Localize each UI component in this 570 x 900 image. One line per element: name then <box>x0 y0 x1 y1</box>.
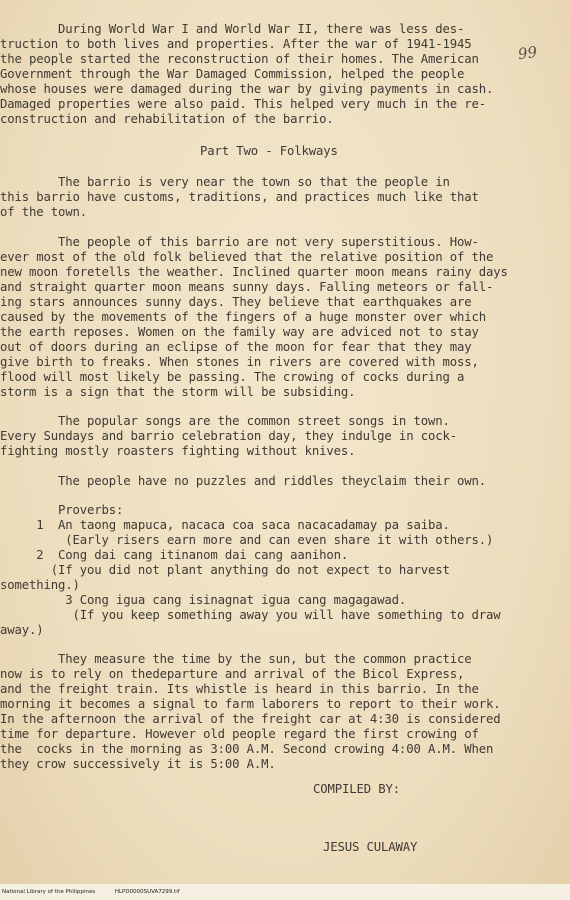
compiled-by-label: COMPILED BY: <box>313 782 401 796</box>
text-line: of the town. <box>0 205 88 219</box>
text-line: In the afternoon the arrival of the freight car at 4:30 is considered <box>0 712 501 726</box>
text-line: The people have no puzzles and riddles theyclaim their own. <box>0 474 486 488</box>
text-line: the earth reposes. Women on the family way are adviced not to stay <box>0 325 479 339</box>
text-line: ever most of the old folk believed that the relative position of the <box>0 250 494 264</box>
text-line: give birth to freaks. When stones in rivers are covered with moss, <box>0 355 479 369</box>
text-line: flood will most likely be passing. The crowing of cocks during a <box>0 370 465 384</box>
text-line: The barrio is very near the town so that the people in <box>0 175 450 189</box>
proverbs-label: Proverbs: <box>0 503 124 517</box>
text-line: They measure the time by the sun, but the common practice <box>0 652 472 666</box>
text-line: morning it becomes a signal to farm laborers to report to their work. <box>0 697 501 711</box>
text-line: they crow successively it is 5:00 A.M. <box>0 757 276 771</box>
text-line: During World War I and World War II, there was less des- <box>0 22 465 36</box>
footer-library-name: National Library of the Philippines <box>2 889 96 895</box>
text-line: and the freight train. Its whistle is heard in this barrio. In the <box>0 682 479 696</box>
text-line: this barrio have customs, traditions, and practices much like that <box>0 190 479 204</box>
text-line: new moon foretells the weather. Inclined quarter moon means rainy days <box>0 265 508 279</box>
proverb-line: (Early risers earn more and can even share it with others.) <box>0 533 494 547</box>
text-line: The people of this barrio are not very superstitious. How- <box>0 235 479 249</box>
text-line: Damaged properties were also paid. This helped very much in the re- <box>0 97 486 111</box>
text-line: truction to both lives and properties. After the war of 1941-1945 <box>0 37 472 51</box>
proverb-line: away.) <box>0 623 44 637</box>
text-line: now is to rely on thedeparture and arrival of the Bicol Express, <box>0 667 465 681</box>
author-name: JESUS CULAWAY <box>323 840 418 854</box>
text-line: construction and rehabilitation of the barrio. <box>0 112 334 126</box>
proverb-line: 1 An taong mapuca, nacaca coa saca nacacadamay pa saiba. <box>0 518 450 532</box>
text-line: the cocks in the morning as 3:00 A.M. Second crowing 4:00 A.M. When <box>0 742 494 756</box>
text-line: out of doors during an eclipse of the moon for fear that they may <box>0 340 472 354</box>
proverb-line: 2 Cong dai cang itinanom dai cang aanihon. <box>0 548 349 562</box>
proverb-line: (If you keep something away you will have something to draw <box>0 608 501 622</box>
text-line: time for departure. However old people regard the first crowing of <box>0 727 479 741</box>
proverb-line: something.) <box>0 578 80 592</box>
margin-page-number: 99 <box>516 42 539 64</box>
proverb-line: 3 Cong igua cang isinagnat igua cang magagawad. <box>0 593 407 607</box>
text-line: storm is a sign that the storm will be subsiding. <box>0 385 356 399</box>
text-line: Government through the War Damaged Commission, helped the people <box>0 67 465 81</box>
proverb-line: (If you did not plant anything do not expect to harvest <box>0 563 450 577</box>
text-line: ing stars announces sunny days. They believe that earthquakes are <box>0 295 472 309</box>
text-line: caused by the movements of the fingers of a huge monster over which <box>0 310 486 324</box>
section-heading: Part Two - Folkways <box>200 144 338 158</box>
footer-file-id: HLPD0000SUVA7299.tif <box>114 889 180 895</box>
text-line: whose houses were damaged during the war by giving payments in cash. <box>0 82 494 96</box>
text-line: and straight quarter moon means sunny days. Falling meteors or fall- <box>0 280 494 294</box>
text-line: Every Sundays and barrio celebration day, they indulge in cock- <box>0 429 457 443</box>
text-line: The popular songs are the common street songs in town. <box>0 414 450 428</box>
text-line: fighting mostly roasters fighting without knives. <box>0 444 356 458</box>
scan-footer <box>0 884 570 900</box>
text-line: the people started the reconstruction of their homes. The American <box>0 52 479 66</box>
